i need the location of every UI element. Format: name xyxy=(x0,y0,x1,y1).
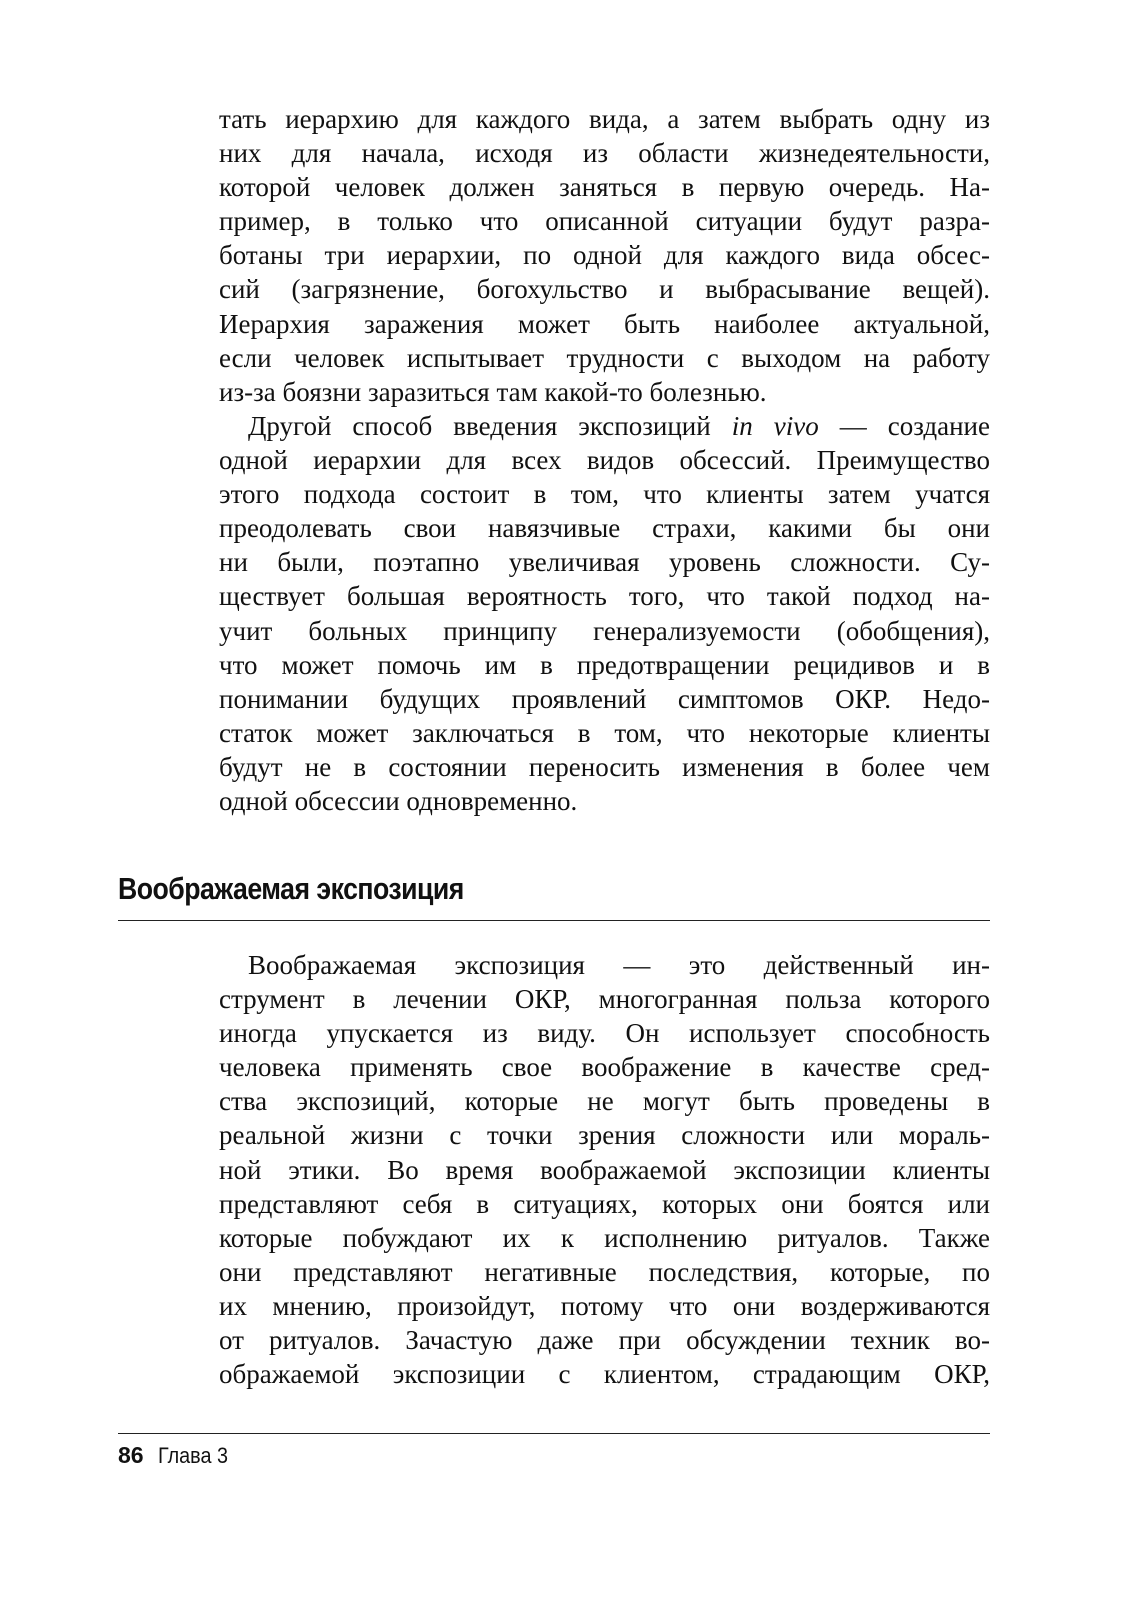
paragraph-2 xyxy=(219,409,990,818)
text-line: представляют себя в ситуациях, которых они боятся или xyxy=(219,1188,990,1219)
text-line: что может помочь им в предотвращении рецидивов и в xyxy=(219,649,990,680)
text-line: ной этики. Во время воображаемой экспозиции клиенты xyxy=(219,1154,990,1185)
text-line: Иерархия заражения может быть наиболее актуальной, xyxy=(219,308,990,339)
text-line: них для начала, исходя из области жизнедеятельности, xyxy=(219,138,990,169)
text-line: ства экспозиций, которые не могут быть проведены в xyxy=(219,1086,990,1117)
text-line: иногда упускается из виду. Он использует способность xyxy=(219,1018,990,1049)
text-run: Другой способ введения экспозиций xyxy=(248,411,732,441)
text-line: сий (загрязнение, богохульство и выбрасывание вещей). xyxy=(219,274,990,305)
text-line: ни были, поэтапно увеличивая уровень сложности. Су- xyxy=(219,547,990,578)
page-footer xyxy=(118,1440,235,1471)
text-line: которые побуждают их к исполнению ритуалов. Также xyxy=(219,1222,990,1253)
text-line: ботаны три иерархии, по одной для каждого вида обсес- xyxy=(219,240,990,271)
chapter-label: Глава 3 xyxy=(157,1443,228,1468)
text-line: ображаемой экспозиции с клиентом, страдающим ОКР, xyxy=(219,1359,990,1390)
text-line: из-за боязни заразиться там какой-то болезнью. xyxy=(219,376,767,407)
text-line: этого подхода состоит в том, что клиенты затем учатся xyxy=(219,479,990,510)
paragraph-3 xyxy=(219,948,990,1391)
page-number: 86 xyxy=(118,1442,144,1468)
text-line: человека применять свое воображение в качестве сред- xyxy=(219,1052,990,1083)
text-line: учит больных принципу генерализуемости (обобщения), xyxy=(219,615,990,646)
text-line: пример, в только что описанной ситуации будут разра- xyxy=(219,206,990,237)
text-line: Воображаемая экспозиция — это действенный ин- xyxy=(248,950,990,980)
text-line: реальной жизни с точки зрения сложности или мораль- xyxy=(219,1120,990,1151)
italic-term: in vivo xyxy=(731,411,819,441)
text-run: — создание xyxy=(818,411,990,441)
heading-divider xyxy=(118,920,990,921)
text-line: их мнению, произойдут, потому что они воздерживаются xyxy=(219,1290,990,1321)
text-line: струмент в лечении ОКР, многогранная польза которого xyxy=(219,984,990,1015)
paragraph-1 xyxy=(219,102,990,409)
text-line: от ритуалов. Зачастую даже при обсуждении техник во- xyxy=(219,1325,990,1356)
text-line: статок может заключаться в том, что некоторые клиенты xyxy=(219,717,990,748)
text-line: будут не в состоянии переносить изменения в более чем xyxy=(219,751,990,782)
text-line: они представляют негативные последствия, которые, по xyxy=(219,1256,990,1287)
text-line xyxy=(219,409,990,443)
text-line: одной обсессии одновременно. xyxy=(219,786,578,817)
text-line: которой человек должен заняться в первую очередь. На- xyxy=(219,172,990,203)
text-line: ществует большая вероятность того, что такой подход на- xyxy=(219,581,990,612)
section-heading: Воображаемая экспозиция xyxy=(118,871,464,906)
text-line: тать иерархию для каждого вида, а затем выбрать одну из xyxy=(219,104,990,134)
text-line: преодолевать свои навязчивые страхи, какими бы они xyxy=(219,513,990,544)
text-line: одной иерархии для всех видов обсессий. Преимущество xyxy=(219,445,990,476)
footer-divider xyxy=(118,1433,990,1434)
text-line: если человек испытывает трудности с выходом на работу xyxy=(219,342,990,373)
text-line: понимании будущих проявлений симптомов ОКР. Недо- xyxy=(219,683,990,714)
